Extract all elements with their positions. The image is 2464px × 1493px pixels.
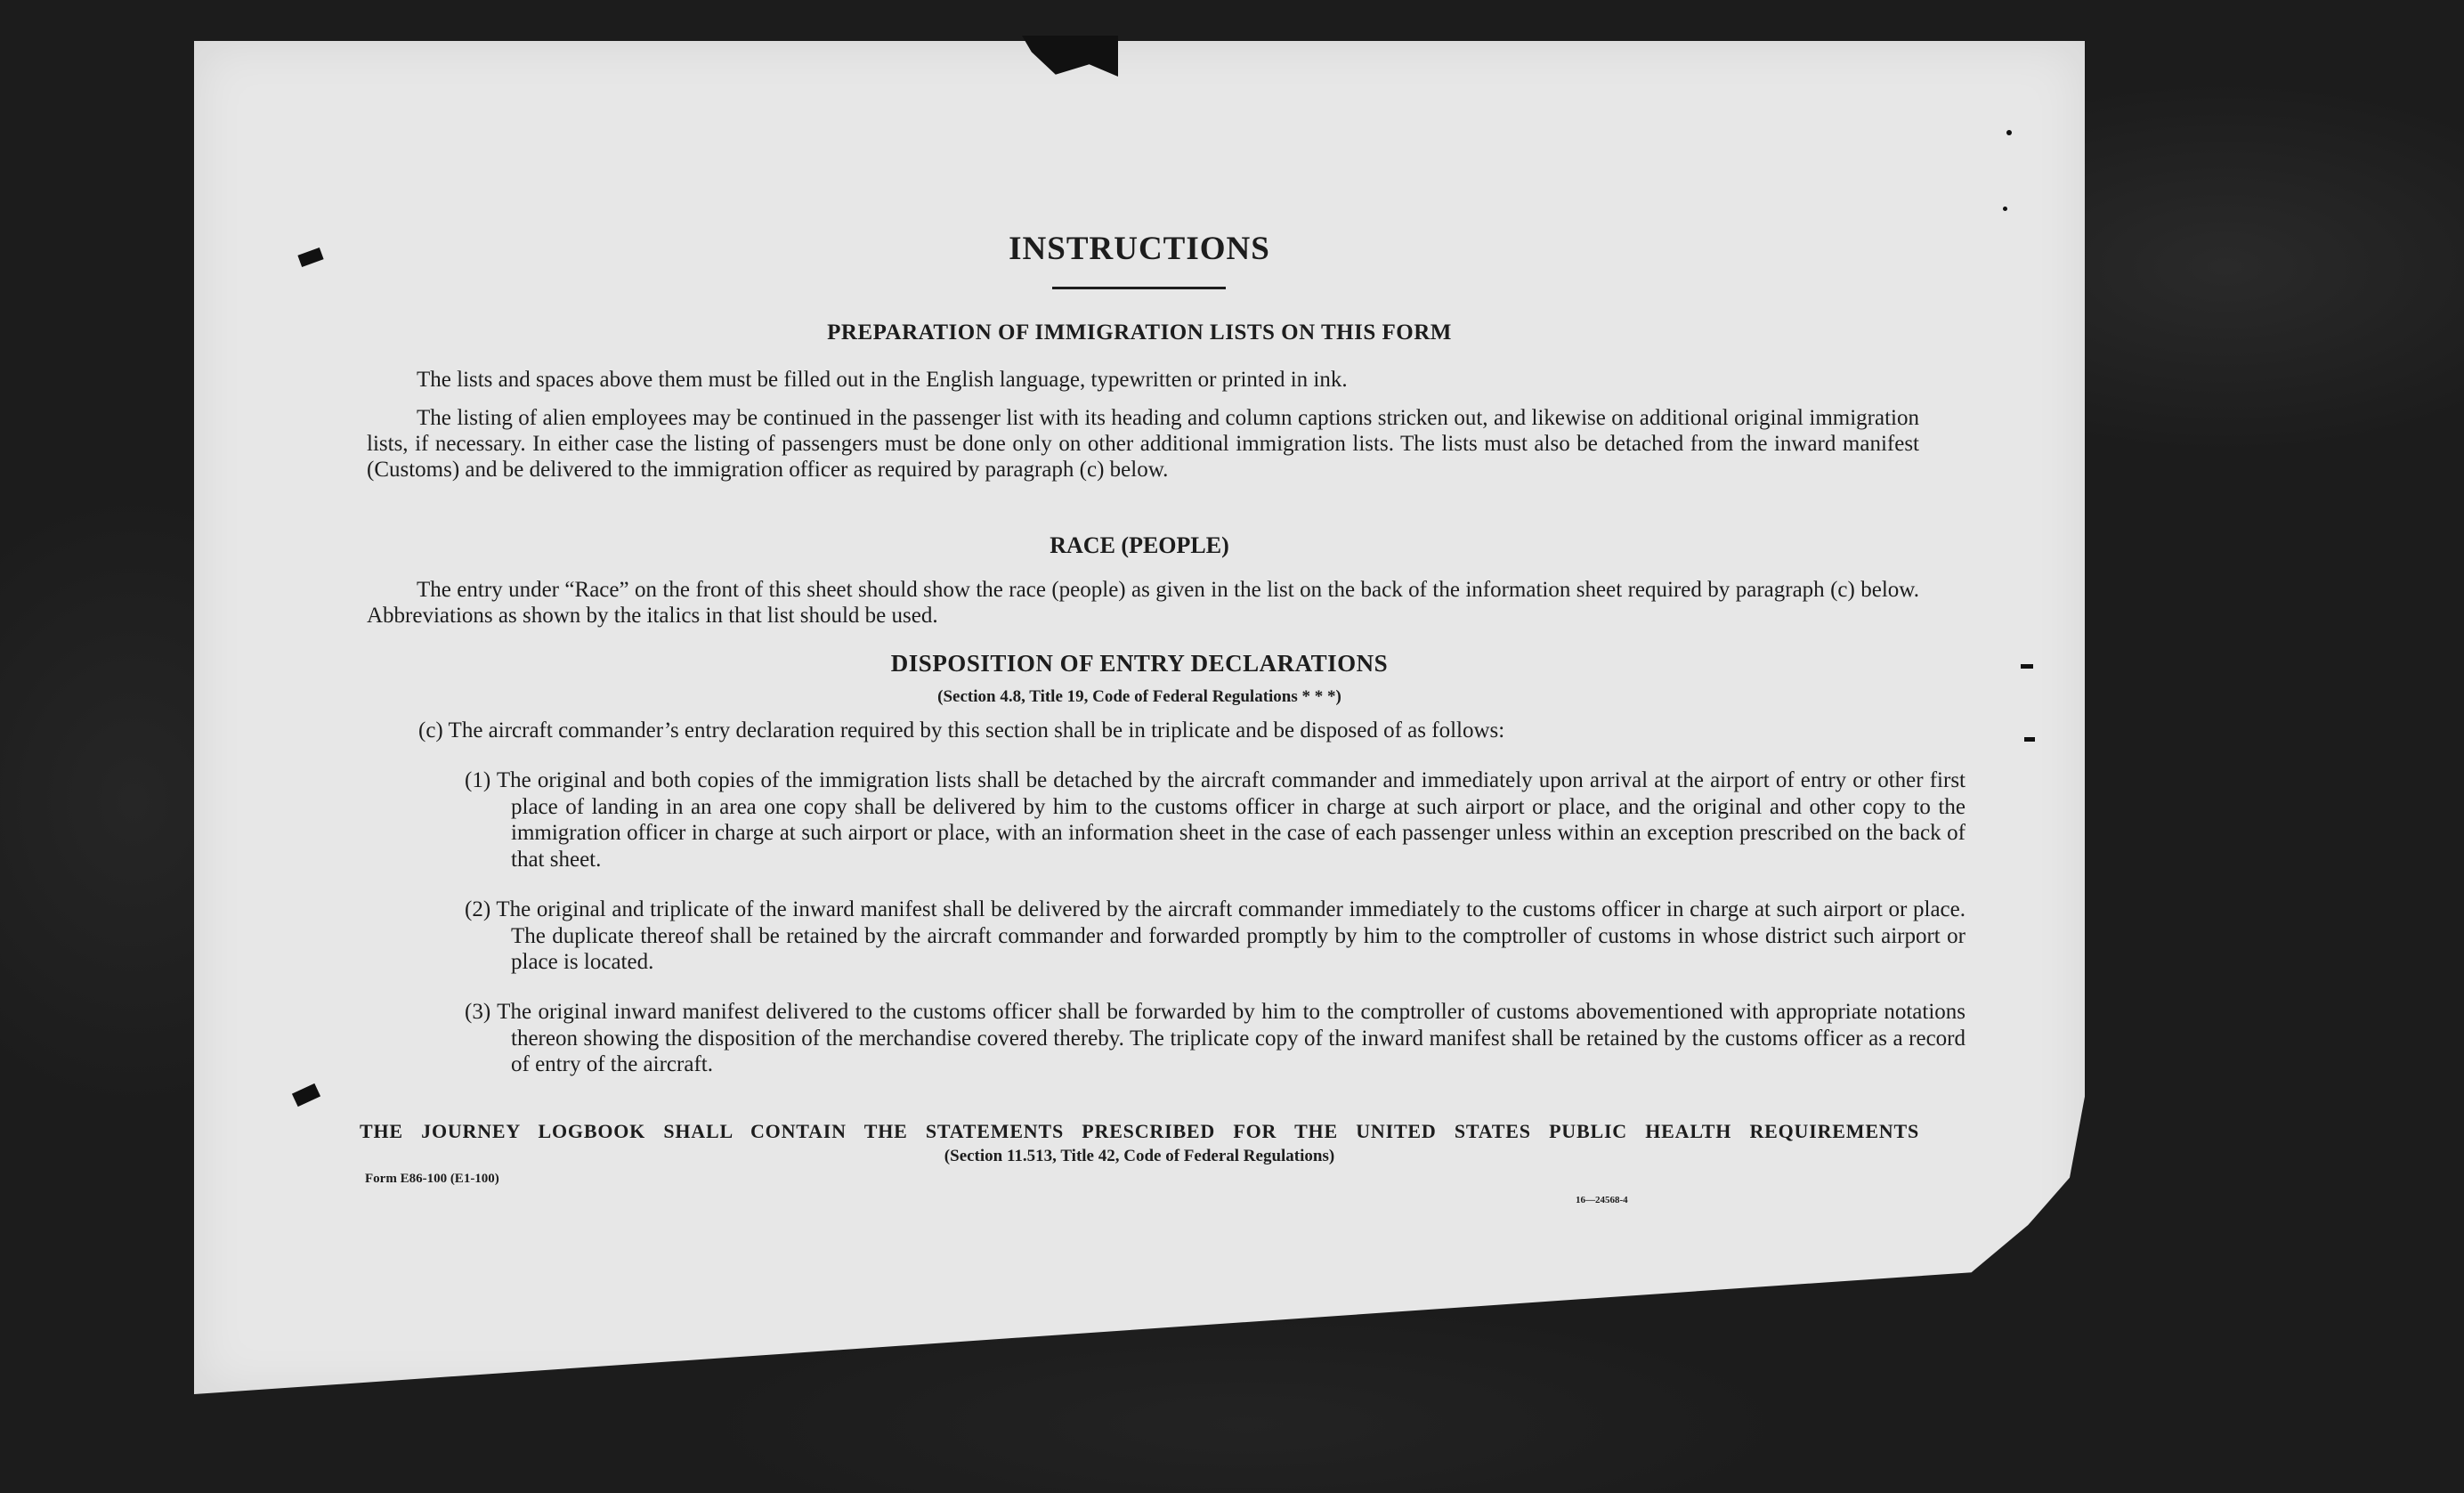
- preparation-heading: PREPARATION OF IMMIGRATION LISTS ON THIS FORM: [827, 321, 1452, 345]
- disposition-item-1: (1) The original and both copies of the immigration lists shall be detached by the aircraft commander and immediately upon arrival at the airport of entry or other first place of landing in an area one copy shall be delivered by him to the customs officer in charge at such airport or place, and the original and other copy to the immigration officer in charge at such airport or place, with an information sheet in the case of each passenger unless within an exception prescribed on the back of that sheet.: [465, 768, 1966, 872]
- logbook-section: (Section 11.513, Title 42, Code of Federal Regulations): [944, 1147, 1335, 1165]
- edge-mark: [2021, 664, 2033, 669]
- disposition-heading: DISPOSITION OF ENTRY DECLARATIONS: [890, 650, 1389, 677]
- edge-mark: [2006, 130, 2012, 135]
- print-code: 16—24568-4: [1576, 1195, 1628, 1205]
- race-paragraph: The entry under “Race” on the front of this sheet should show the race (people) as given in the list on the back of the information sheet required by paragraph (c) below. Abbreviations as shown by the italics in that list should be used.: [367, 578, 1919, 628]
- preparation-paragraph-1: The lists and spaces above them must be filled out in the English language, typewritten or printed in ink.: [417, 368, 1348, 392]
- edge-mark: [2003, 207, 2007, 211]
- disposition-subheading: (Section 4.8, Title 19, Code of Federal Regulations * * *): [937, 687, 1341, 706]
- preparation-paragraph-2: The listing of alien employees may be continued in the passenger list with its heading and column captions stricken out, and likewise on additional original immigration lists, if necessary. In either case the listing of passengers must be done only on other additional immigration lists. The lists must also be detached from the inward manifest (Customs) and be delivered to the immigration officer as required by paragraph (c) below.: [367, 406, 1919, 482]
- page-title: INSTRUCTIONS: [1009, 231, 1270, 267]
- disposition-intro: (c) The aircraft commander’s entry declaration required by this section shall be in triplicate and be disposed of as follows:: [418, 718, 1505, 742]
- disposition-item-3: (3) The original inward manifest delivered to the customs officer shall be forwarded by him to the comptroller of customs abovementioned with appropriate notations thereon showing the disposition of the merchandise covered thereby. The triplicate copy of the inward manifest shall be retained by the customs officer as a record of entry of the aircraft.: [465, 1000, 1966, 1076]
- edge-mark: [2024, 737, 2035, 742]
- title-underline: [1052, 287, 1226, 289]
- form-number: Form E86-100 (E1-100): [365, 1172, 499, 1186]
- logbook-statement: THE JOURNEY LOGBOOK SHALL CONTAIN THE STATEMENTS PRESCRIBED FOR THE UNITED STATES PUBLIC HEALTH REQUIREMENTS: [360, 1120, 1919, 1142]
- race-heading: RACE (PEOPLE): [1050, 532, 1229, 558]
- disposition-item-2: (2) The original and triplicate of the inward manifest shall be delivered by the aircraft commander immediately to the customs officer in charge at such airport or place. The duplicate thereof shall be retained by the aircraft commander and forwarded promptly by him to the comptroller of customs in whose district such airport or place is located.: [465, 897, 1966, 974]
